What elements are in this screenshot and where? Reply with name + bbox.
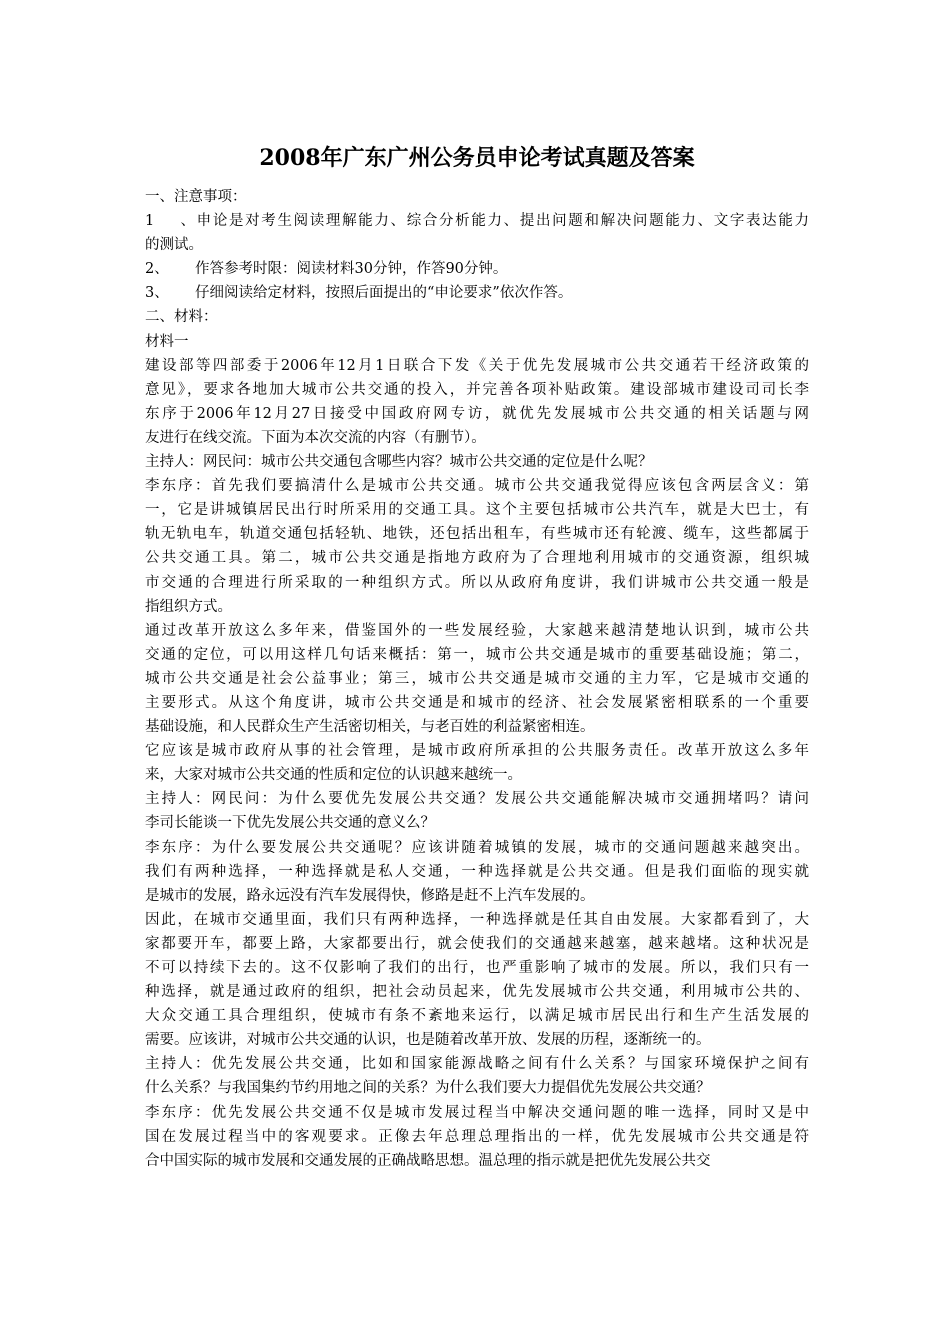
material-heading: 二、材料： <box>145 309 218 326</box>
paragraph <box>145 787 809 835</box>
paragraph-line: 轨无轨电车，轨道交通包括轻轨、地铁，还包括出租车，有些城市还有轮渡、缆车，这些都属于 <box>145 526 809 543</box>
paragraph-line: 主持人：网民问：为什么要优先发展公共交通？发展公共交通能解决城市交通拥堵吗？请问 <box>145 791 809 808</box>
paragraph-line: 一，它是讲城镇居民出行时所采用的交通工具。这个主要包括城市公共汽车，就是大巴士，有 <box>145 502 809 519</box>
paragraph-line: 它应该是城市政府从事的社会管理，是城市政府所承担的公共服务责任。改革开放这么多年 <box>145 743 809 760</box>
paragraph-line: 什么关系？与我国集约节约用地之间的关系？为什么我们要大力提倡优先发展公共交通？ <box>145 1080 711 1097</box>
paragraph-line: 主要形式。从这个角度讲，城市公共交通是和城市的经济、社会发展紧密相联系的一个重要 <box>145 694 809 711</box>
paragraph-line: 主持人：优先发展公共交通，比如和国家能源战略之间有什么关系？与国家环境保护之间有 <box>145 1056 809 1073</box>
notice-item-text: 申论是对考生阅读理解能力、综合分析能力、提出问题和解决问题能力、文字表达能力 <box>195 213 809 230</box>
notice-heading: 一、注意事项： <box>145 189 247 205</box>
paragraph-line: 李东序：优先发展公共交通不仅是城市发展过程当中解决交通问题的唯一选择，同时又是中 <box>145 1104 809 1121</box>
notice-item-3 <box>145 281 809 305</box>
paragraph-line: 需要。应该讲，对城市公共交通的认识，也是随着改革开放、发展的历程，逐渐统一的。 <box>145 1032 711 1049</box>
paragraph-line: 不可以持续下去的。这不仅影响了我们的出行，也严重影响了城市的发展。所以，我们只有一 <box>145 960 809 976</box>
paragraph-line: 国在发展过程当中的客观要求。正像去年总理总理指出的一样，优先发展城市公共交通是符 <box>145 1128 809 1145</box>
paragraph <box>145 619 809 739</box>
paragraph <box>145 1101 809 1173</box>
paragraph-line: 指组织方式。 <box>145 598 232 615</box>
paragraph-line: 我们有两种选择，一种选择就是私人交通，一种选择就是公共交通。但是我们面临的现实就 <box>145 863 809 880</box>
paragraph-line: 通过改革开放这么多年来，借鉴国外的一些发展经验，大家越来越清楚地认识到，城市公共 <box>145 622 809 639</box>
paragraph <box>145 908 809 1053</box>
paragraph <box>145 354 809 450</box>
paragraph-line: 主持人：网民问：城市公共交通包含哪些内容？城市公共交通的定位是什么呢？ <box>145 454 653 471</box>
paragraph-line: 公共交通工具。第二，城市公共交通是指地方政府为了合理地利用城市的交通资源，组织城 <box>145 550 809 567</box>
paragraph-line: 是城市的发展，路永远没有汽车发展得快，修路是赶不上汽车发展的。 <box>145 887 595 904</box>
paragraph-line: 意见》，要求各地加大城市公共交通的投入，并完善各项补贴政策。建设部城市建设司司长李 <box>145 381 809 398</box>
paragraph-line: 李东序：首先我们要搞清什么是城市公共交通。城市公共交通我觉得应该包含两层含义：第 <box>145 478 809 495</box>
notice-item-1-continued: 的测试。 <box>145 237 203 254</box>
notice-item-number: 2、 <box>145 261 169 278</box>
paragraph-line: 大众交通工具合理组织，使城市有条不紊地来运行，以满足城市居民出行和生产生活发展的 <box>145 1008 809 1025</box>
document-title: 2008年广东广州公务员申论考试真题及答案 <box>259 145 695 171</box>
paragraph-line: 来，大家对城市公共交通的性质和定位的认识越来越统一。 <box>145 767 522 784</box>
paragraph <box>145 450 809 474</box>
paragraph-line: 交通的定位，可以用这样几句话来概括：第一，城市公共交通是城市的重要基础设施；第二， <box>145 646 809 663</box>
document-page <box>145 138 809 1173</box>
paragraph-line: 李东序：为什么要发展公共交通呢？应该讲随着城镇的发展，城市的交通问题越来越突出。 <box>145 839 809 856</box>
material-one-label: 材料一 <box>145 333 189 350</box>
paragraph-line: 基础设施，和人民群众生产生活密切相关，与老百姓的利益紧密相连。 <box>145 719 595 736</box>
paragraph-line: 合中国实际的城市发展和交通发展的正确战略思想。温总理的指示就是把优先发展公共交 <box>145 1152 711 1169</box>
notice-item-2 <box>145 257 809 281</box>
paragraph-line: 因此，在城市交通里面，我们只有两种选择，一种选择就是任其自由发展。大家都看到了，大 <box>145 911 809 928</box>
paragraph <box>145 1052 809 1100</box>
notice-item-1 <box>145 209 809 233</box>
paragraph <box>145 474 809 619</box>
notice-item-number: 3、 <box>145 285 169 302</box>
paragraph-line: 市交通的合理进行所采取的一种组织方式。所以从政府角度讲，我们讲城市公共交通一般是 <box>145 574 809 591</box>
document-body <box>145 185 809 1173</box>
notice-item-text: 作答参考时限：阅读材料30分钟，作答90分钟。 <box>195 261 508 278</box>
paragraph <box>145 836 809 908</box>
paragraph-line: 建设部等四部委于2006年12月1日联合下发《关于优先发展城市公共交通若干经济政策的 <box>145 357 809 374</box>
paragraph-line: 李司长能谈一下优先发展公共交通的意义么？ <box>145 815 435 832</box>
paragraph-line: 家都要开车，都要上路，大家都要出行，就会使我们的交通越来越塞，越来越堵。这种状况是 <box>145 935 809 952</box>
paragraph <box>145 739 809 787</box>
paragraph-line: 友进行在线交流。下面为本次交流的内容（有删节）。 <box>145 429 486 446</box>
notice-item-text: 仔细阅读给定材料，按照后面提出的“申论要求”依次作答。 <box>195 285 573 302</box>
paragraph-line: 种选择，就是通过政府的组织，把社会动员起来，优先发展城市公共交通，利用城市公共的、 <box>145 984 809 1001</box>
notice-item-number: 1、 <box>145 213 195 230</box>
paragraph-line: 东序于2006年12月27日接受中国政府网专访，就优先发展城市公共交通的相关话题与网 <box>145 405 809 422</box>
paragraph-line: 城市公共交通是社会公益事业；第三，城市公共交通是城市交通的主力军，它是城市交通的 <box>145 670 809 687</box>
material-paragraphs <box>145 354 809 1173</box>
